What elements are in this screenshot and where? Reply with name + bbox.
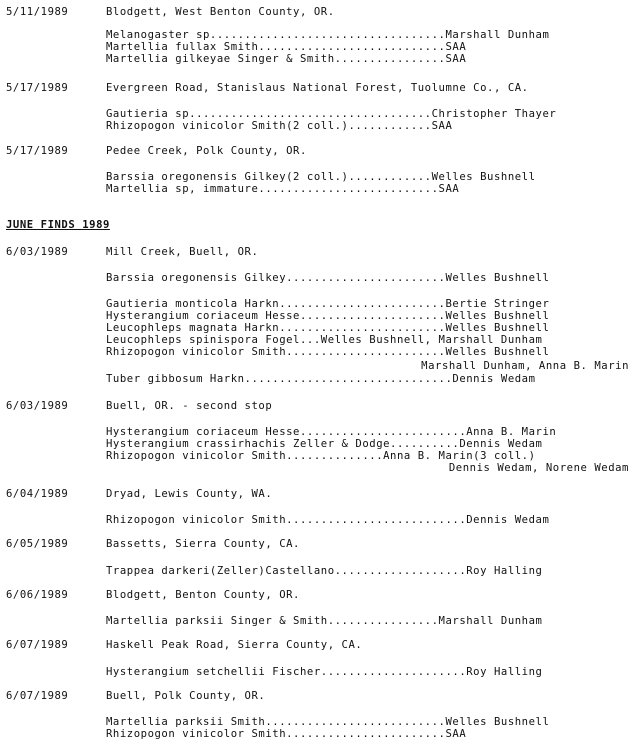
entry-location: Haskell Peak Road, Sierra County, CA. [106,639,363,651]
find-record: Rhizopogon vinicolor Smith.......................SAA [106,728,467,740]
find-record: Rhizopogon vinicolor Smith..........................Dennis Wedam [106,514,550,526]
section-title: JUNE FINDS 1989 [6,219,110,231]
entry-date: 6/04/1989 [6,488,69,500]
find-record: Melanogaster sp..................................Marshall Dunham [106,29,550,41]
find-record: Hysterangium crassirhachis Zeller & Dodge..........Dennis Wedam [106,438,543,450]
entry-date: 5/17/1989 [6,82,69,94]
find-record: Martellia parksii Singer & Smith................Marshall Dunham [106,615,543,627]
entry-date: 6/06/1989 [6,589,69,601]
find-record: Leucophleps magnata Harkn........................Welles Bushnell [106,322,550,334]
entry-date: 6/03/1989 [6,246,69,258]
find-record: Gautieria monticola Harkn........................Bertie Stringer [106,298,550,310]
find-record: Barssia oregonensis Gilkey.......................Welles Bushnell [106,272,550,284]
entry-location: Mill Creek, Buell, OR. [106,246,259,258]
entry-location: Pedee Creek, Polk County, OR. [106,145,307,157]
find-record: Martellia fullax Smith...........................SAA [106,41,467,53]
entry-location: Blodgett, Benton County, OR. [106,589,300,601]
entry-location: Evergreen Road, Stanislaus National Forest, Tuolumne Co., CA. [106,82,529,94]
find-record: Trappea darkeri(Zeller)Castellano...................Roy Halling [106,565,543,577]
entry-date: 6/07/1989 [6,639,69,651]
find-record: Martellia parksii Smith..........................Welles Bushnell [106,716,550,728]
find-record: Hysterangium setchellii Fischer.....................Roy Halling [106,666,543,678]
find-record: Gautieria sp...................................Christopher Thayer [106,108,557,120]
collector-continuation: Marshall Dunham, Anna B. Marin [421,360,629,372]
find-record: Martellia gilkeyae Singer & Smith................SAA [106,53,467,65]
find-record: Rhizopogon vinicolor Smith..............Anna B. Marin(3 coll.) [106,450,536,462]
find-record: Hysterangium coriaceum Hesse.....................Welles Bushnell [106,310,550,322]
find-record: Rhizopogon vinicolor Smith(2 coll.)............SAA [106,120,453,132]
find-record: Martellia sp, immature..........................SAA [106,183,460,195]
entry-location: Buell, Polk County, OR. [106,690,266,702]
entry-date: 6/03/1989 [6,400,69,412]
entry-date: 5/17/1989 [6,145,69,157]
find-record: Leucophleps spinispora Fogel...Welles Bushnell, Marshall Dunham [106,334,543,346]
collector-continuation: Dennis Wedam, Norene Wedam [448,462,629,474]
entry-location: Bassetts, Sierra County, CA. [106,538,300,550]
entry-location: Dryad, Lewis County, WA. [106,488,273,500]
find-record: Hysterangium coriaceum Hesse........................Anna B. Marin [106,426,557,438]
entry-location: Blodgett, West Benton County, OR. [106,6,335,18]
find-record: Barssia oregonensis Gilkey(2 coll.)............Welles Bushnell [106,171,536,183]
entry-date: 6/07/1989 [6,690,69,702]
find-record: Tuber gibbosum Harkn..............................Dennis Wedam [106,373,536,385]
entry-location: Buell, OR. - second stop [106,400,273,412]
find-record: Rhizopogon vinicolor Smith.......................Welles Bushnell [106,346,550,358]
entry-date: 6/05/1989 [6,538,69,550]
entry-date: 5/11/1989 [6,6,69,18]
